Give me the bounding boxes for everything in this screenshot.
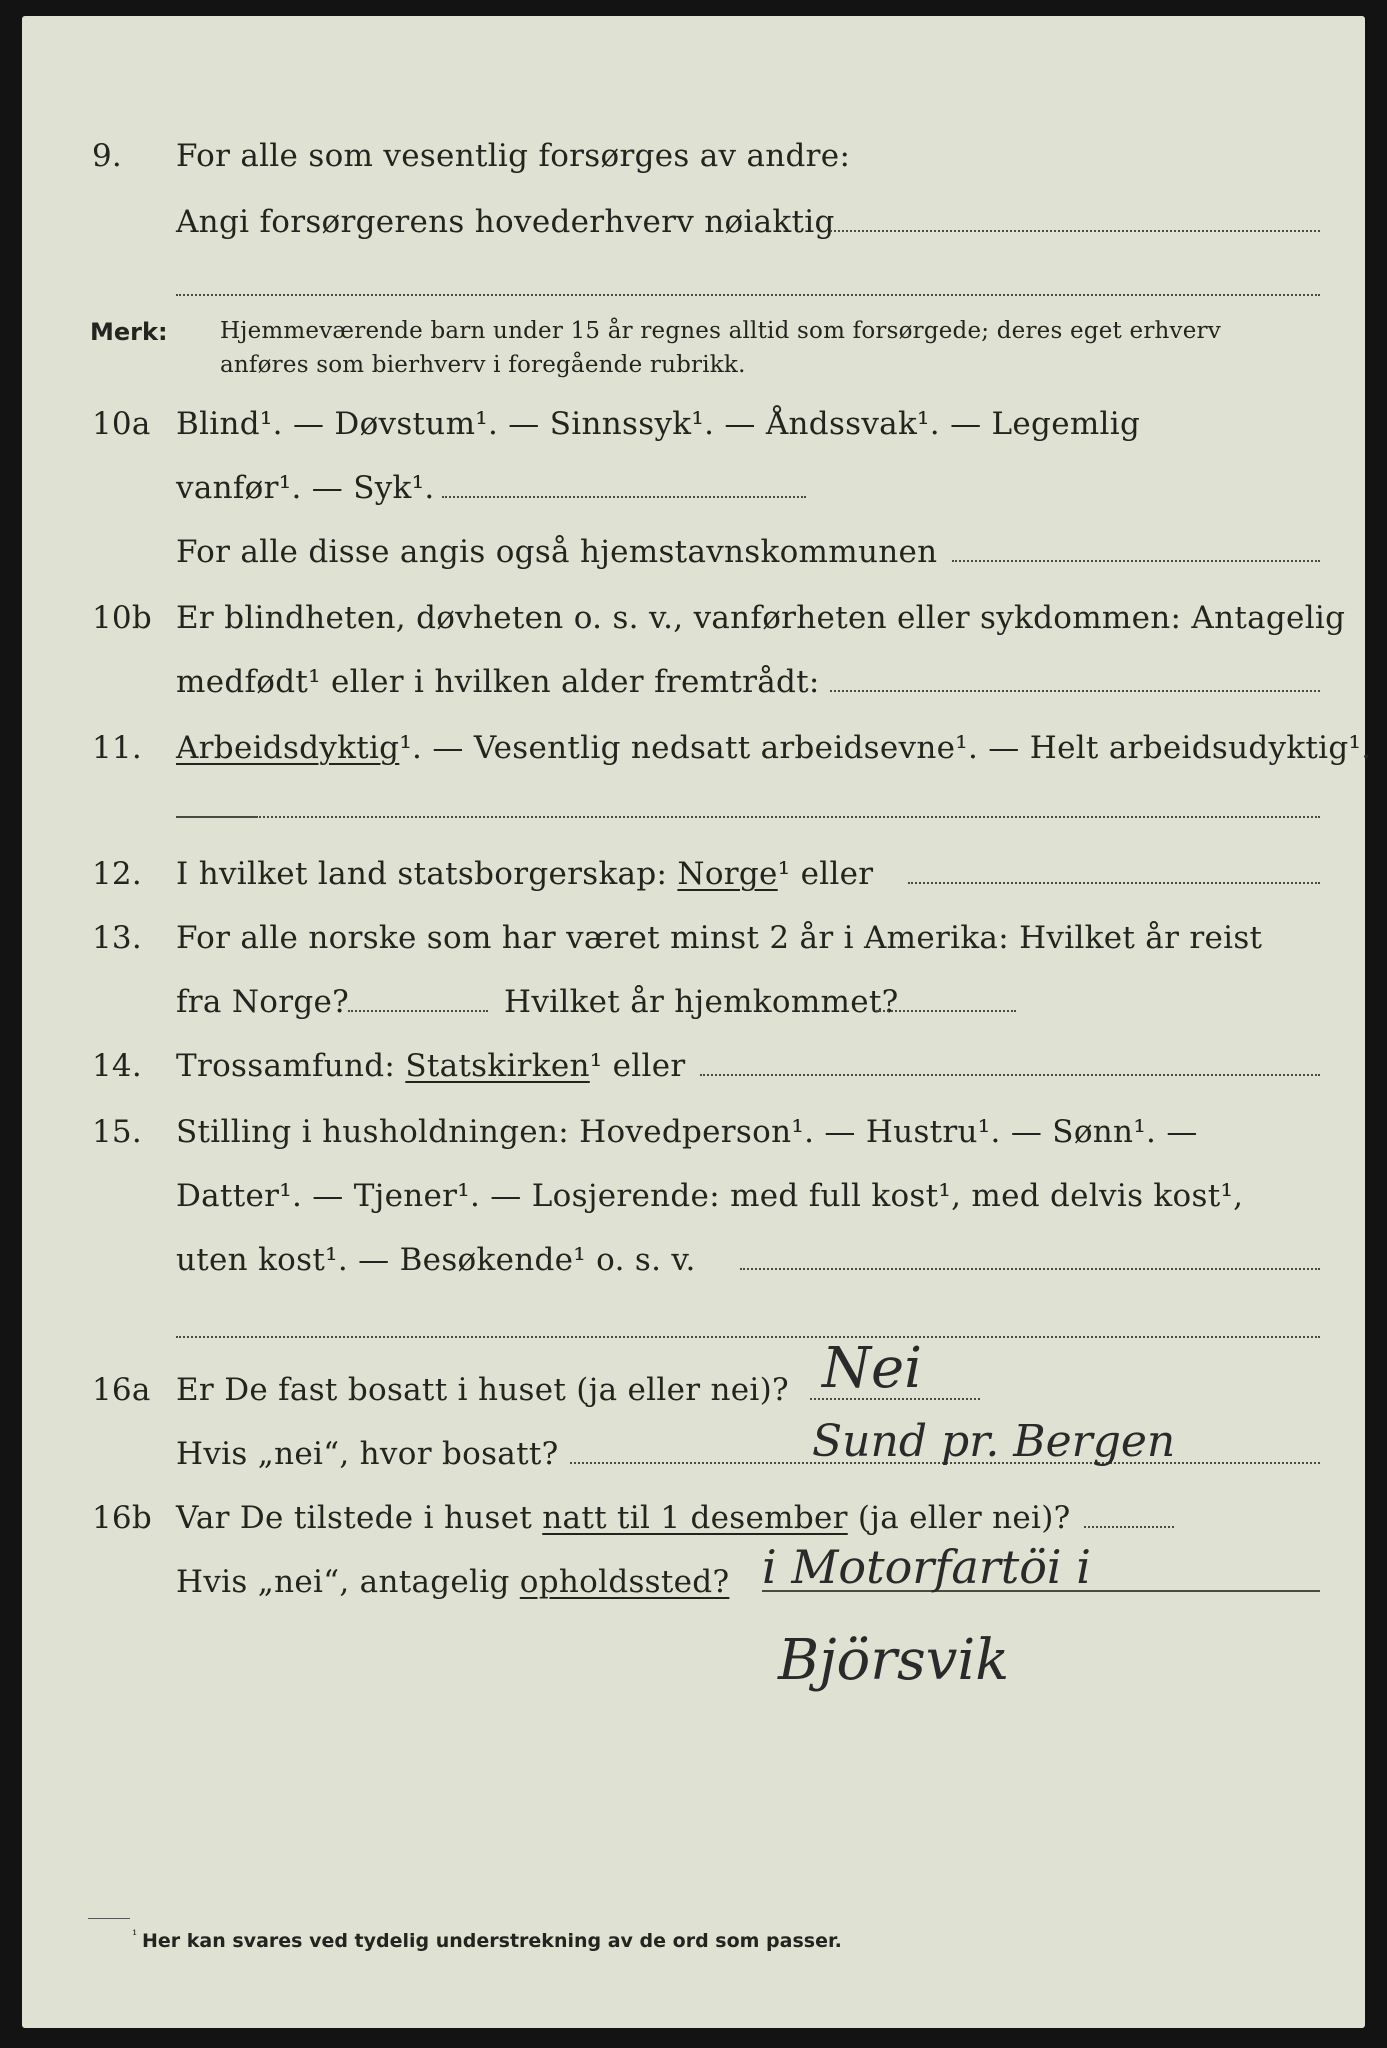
q11-options-rest: ¹. — Vesentlig nedsatt arbeidsevne¹. — Helt arbeidsudyktig¹. <box>399 730 1372 766</box>
q14-option-statskirken[interactable]: Statskirken <box>405 1048 590 1084</box>
q11-number: 11. <box>92 730 142 766</box>
q12-prompt: I hvilket land statsborgerskap: <box>176 856 668 892</box>
q13-reist-line[interactable] <box>348 1010 488 1012</box>
q11-text <box>176 730 1371 766</box>
q10a-number: 10a <box>92 406 151 442</box>
q9-answer-line[interactable] <box>830 230 1320 232</box>
q16a-handwritten-bosatt: Sund pr. Bergen <box>812 1416 1176 1467</box>
q12-post: ¹ eller <box>777 856 874 892</box>
census-form-page <box>22 16 1372 2028</box>
merk-line1: Hjemmeværende barn under 15 år regnes alltid som forsørgede; deres eget erhverv <box>220 318 1221 344</box>
q16b-prompt-c: (ja eller nei)? <box>857 1500 1071 1536</box>
q11-line-start <box>176 816 256 818</box>
q16a-number: 16a <box>92 1372 151 1408</box>
q12-text <box>176 856 873 892</box>
q13-hjemkommet-line[interactable] <box>876 1010 1016 1012</box>
q10b-answer-line[interactable] <box>830 690 1320 692</box>
q14-answer-line[interactable] <box>700 1074 1320 1076</box>
q10b-line2: medfødt¹ eller i hvilken alder fremtrådt: <box>176 664 820 700</box>
q16b-number: 16b <box>92 1500 152 1536</box>
q16b-natt-til-1-desember: natt til 1 desember <box>542 1500 848 1536</box>
q16b-line2 <box>176 1564 729 1600</box>
q14-text <box>176 1048 686 1084</box>
q10a-hjemstavn-line[interactable] <box>952 560 1320 562</box>
footnote-mark: ¹ <box>132 1928 138 1943</box>
q10a-line2: vanfør¹. — Syk¹. <box>176 470 435 506</box>
q16b-answer-line[interactable] <box>1084 1526 1174 1528</box>
q10a-line3: For alle disse angis også hjemstavnskommunen <box>176 534 938 570</box>
q9-line1: For alle som vesentlig forsørges av andre: <box>176 138 851 174</box>
q16b-prompt-2a: Hvis „nei“, antagelig <box>176 1564 510 1600</box>
q10a-answer-line[interactable] <box>442 496 806 498</box>
q10a-line1: Blind¹. — Døvstum¹. — Sinnssyk¹. — Åndssvak¹. — Legemlig <box>176 406 1141 442</box>
footnote-rule <box>88 1918 130 1919</box>
q9-line2: Angi forsørgerens hovederhverv nøiaktig <box>176 204 835 240</box>
q10b-line1: Er blindheten, døvheten o. s. v., vanførheten eller sykdommen: Antagelig <box>176 600 1346 636</box>
q15-line2: Datter¹. — Tjener¹. — Losjerende: med full kost¹, med delvis kost¹, <box>176 1178 1244 1214</box>
q12-number: 12. <box>92 856 142 892</box>
q16b-line1 <box>176 1500 1071 1536</box>
q16a-line1: Er De fast bosatt i huset (ja eller nei)? <box>176 1372 789 1408</box>
q13-number: 13. <box>92 920 142 956</box>
q15-number: 15. <box>92 1114 142 1150</box>
footnote-text: Her kan svares ved tydelig understrekning av de ord som passer. <box>142 1930 842 1952</box>
q13-line2a: fra Norge? <box>176 984 350 1020</box>
q15-line3: uten kost¹. — Besøkende¹ o. s. v. <box>176 1242 696 1278</box>
q16b-opholdssted: opholdssted? <box>519 1564 730 1600</box>
q13-line2b: Hvilket år hjemkommet? <box>504 984 899 1020</box>
q16a-line2: Hvis „nei“, hvor bosatt? <box>176 1436 559 1472</box>
q13-line1: For alle norske som har været minst 2 år i Amerika: Hvilket år reist <box>176 920 1263 956</box>
q15-answer-line-2[interactable] <box>176 1336 1320 1338</box>
q14-post: ¹ eller <box>589 1048 686 1084</box>
q16a-handwritten-answer: Nei <box>822 1336 923 1401</box>
q10b-number: 10b <box>92 600 152 636</box>
q16b-handwritten-answer-1: i Motorfartöi i <box>762 1540 1091 1594</box>
q16b-prompt-a: Var De tilstede i huset <box>176 1500 533 1536</box>
q14-number: 14. <box>92 1048 142 1084</box>
q15-answer-line[interactable] <box>740 1268 1320 1270</box>
q15-line1: Stilling i husholdningen: Hovedperson¹. — Hustru¹. — Sønn¹. — <box>176 1114 1198 1150</box>
q12-answer-line[interactable] <box>908 882 1320 884</box>
q11-answer-line[interactable] <box>256 816 1320 818</box>
q16b-handwritten-answer-2: Björsvik <box>778 1628 1010 1693</box>
q9-number: 9. <box>92 138 122 174</box>
merk-line2: anføres som bierhverv i foregående rubrikk. <box>220 352 746 378</box>
q12-option-norge[interactable]: Norge <box>677 856 778 892</box>
q14-prompt: Trossamfund: <box>176 1048 396 1084</box>
q9-answer-line-2[interactable] <box>176 294 1320 296</box>
merk-label: Merk: <box>90 318 168 346</box>
q11-option-arbeidsdyktig[interactable]: Arbeidsdyktig <box>176 730 400 766</box>
